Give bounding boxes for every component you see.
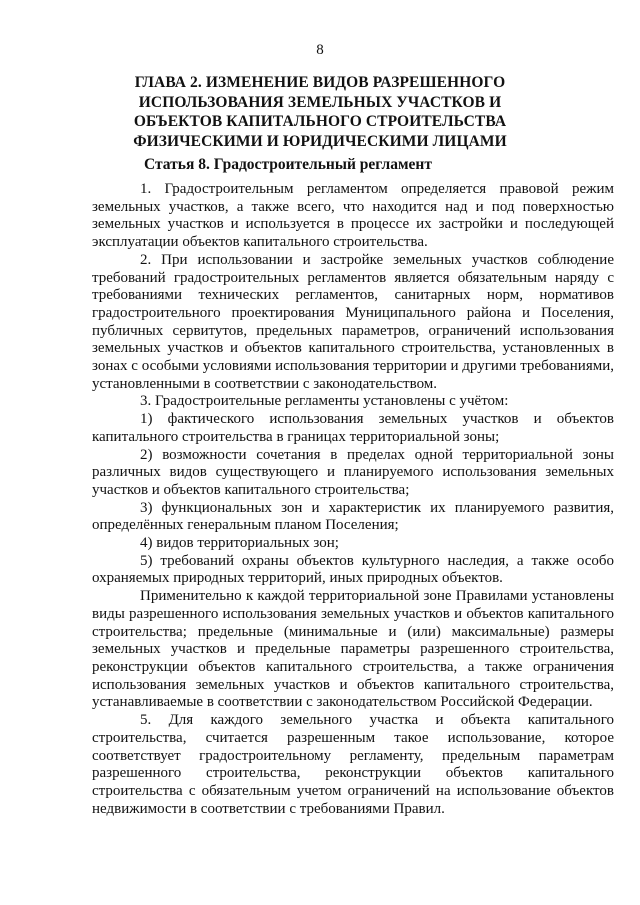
article-body <box>92 181 614 818</box>
paragraph: 5. Для каждого земельного участка и объекта капитального строительства, считается разрешенным такое использование, которое соответствует градостроительному регламенту, предельным параметрам разрешенного строительства, реконструкции объектов капитального строительства с обязательным учетом ограничений на использование объектов недвижимости в соответствии с требованиями Правил. <box>92 712 614 817</box>
paragraph: 2) возможности сочетания в пределах одной территориальной зоны различных видов существующего и планируемого использования земельных участков и объектов капитального строительства; <box>92 446 614 498</box>
paragraph: 5) требований охраны объектов культурного наследия, а также особо охраняемых природных территорий, иных природных объектов. <box>92 552 614 587</box>
paragraph: Применительно к каждой территориальной зоне Правилами установлены виды разрешенного использования земельных участков и объектов капитального строительства; предельные (минимальные и (или) максимальные) размеры земельных участков и предельные параметры разрешенного строительства, реконструкции объектов капитального строительства, а также ограничения использования земельных участков и объектов капитального строительства, устанавливаемые в соответствии с законодательством Российской Федерации. <box>92 588 614 711</box>
paragraph: 4) видов территориальных зон; <box>140 535 339 552</box>
paragraph: 1. Градостроительным регламентом определяется правовой режим земельных участков, а также всего, что находится над и под поверхностью земельных участков и используется в процессе их застройки и последующей эксплуатации объектов капитального строительства. <box>92 181 614 251</box>
paragraph: 3. Градостроительные регламенты установлены с учётом: <box>140 393 509 410</box>
page-number: 8 <box>316 42 324 58</box>
paragraph: 3) функциональных зон и характеристик их планируемого развития, определённых генеральным планом Поселения; <box>92 499 614 534</box>
chapter-title: ГЛАВА 2. ИЗМЕНЕНИЕ ВИДОВ РАЗРЕШЕННОГО ИСПОЛЬЗОВАНИЯ ЗЕМЕЛЬНЫХ УЧАСТКОВ И ОБЪЕКТОВ КАПИТАЛЬНОГО СТРОИТЕЛЬСТВА ФИЗИЧЕСКИМИ И ЮРИДИЧЕСКИМИ ЛИЦАМИ <box>133 74 507 150</box>
paragraph: 2. При использовании и застройке земельных участков соблюдение требований градостроительных регламентов является обязательным наряду с требованиями технических регламентов, санитарных норм, нормативов градостроительного проектирования Муниципального района и Поселения, публичных сервитутов, предельных параметров, ограничений использования земельных участков и объектов капитального строительства, установленных в зонах с особыми условиями использования территории и другими требованиями, установленными в соответствии с законодательством. <box>92 251 614 392</box>
paragraph: 1) фактического использования земельных участков и объектов капитального строительства в границах территориальной зоны; <box>92 411 614 445</box>
article-title: Статья 8. Градостроительный регламент <box>144 156 432 173</box>
